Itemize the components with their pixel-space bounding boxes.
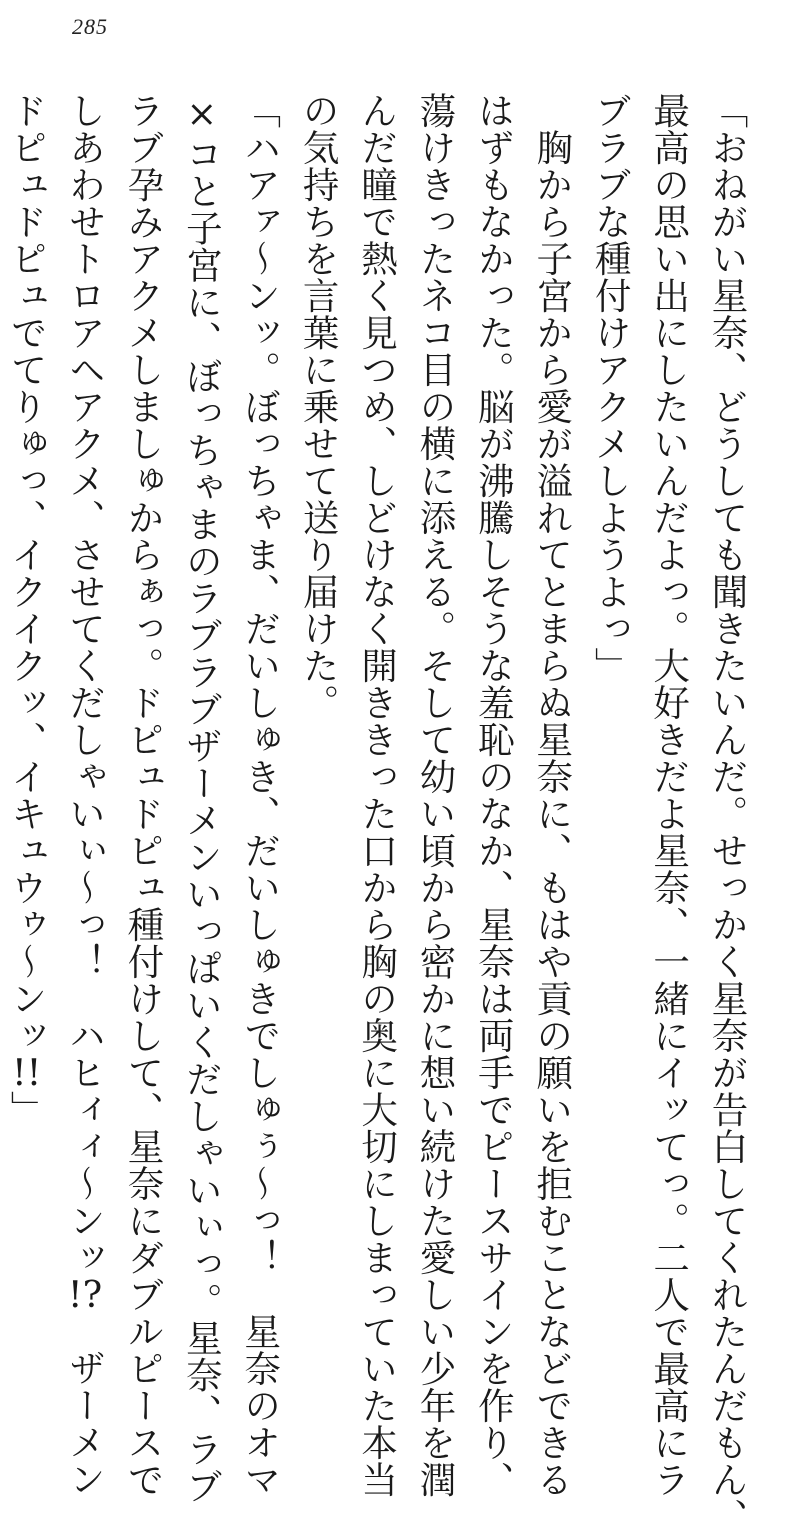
text-line-1: 「おねがい星奈、どうしても聞きたいんだ。せっかく星奈が告白してくれたんだもん、	[706, 92, 749, 1535]
text-line-11: ラブ孕みアクメしましゅからぁっ。ドピュドピュ種付けして、星奈にダブルピースで	[121, 92, 165, 1498]
text-line-8: の気持ちを言葉に乗せて送り届けた。	[297, 92, 341, 721]
text-line-7: んだ瞳で熱く見つめ、しどけなく開ききった口から胸の奥に大切にしまっていた本当	[355, 92, 399, 1498]
body-text	[5, 92, 756, 1535]
text-line-12: しあわせトロアヘアクメ、させてくだしゃいぃ〜っ！ ハヒィィ〜ンッ!? ザーメン	[63, 92, 107, 1498]
text-line-6: 蕩けきったネコ目の横に添える。そして幼い頃から密かに想い続けた愛しい少年を潤	[413, 92, 457, 1498]
text-line-3: ブラブな種付けアクメしようよっ」	[589, 92, 633, 684]
text-line-2: 最高の思い出にしたいんだよっ。大好きだよ星奈、一緒にイッてっ。二人で最高にラ	[647, 92, 691, 1498]
page-number: 285	[72, 14, 108, 39]
text-line-9: 「ハアァ〜ンッ。ぼっちゃま、だいしゅき、だいしゅきでしゅぅ〜っ！ 星奈のオマ	[238, 92, 282, 1498]
text-line-13: ドピュドピュでてりゅっ、イクイクッ、イキュウゥ〜ンッ!!」	[5, 92, 49, 1128]
text-line-5: はずもなかった。脳が沸騰しそうな羞恥のなか、星奈は両手でピースサインを作り、	[472, 92, 516, 1498]
text-line-10: ×コと子宮に、ぼっちゃまのラブラブザーメンいっぱいくだしゃいぃっ。星奈、ラブ	[180, 92, 224, 1505]
text-line-4: 胸から子宮から愛が溢れてとまらぬ星奈に、もはや貢の願いを拒むことなどできる	[530, 92, 574, 1498]
